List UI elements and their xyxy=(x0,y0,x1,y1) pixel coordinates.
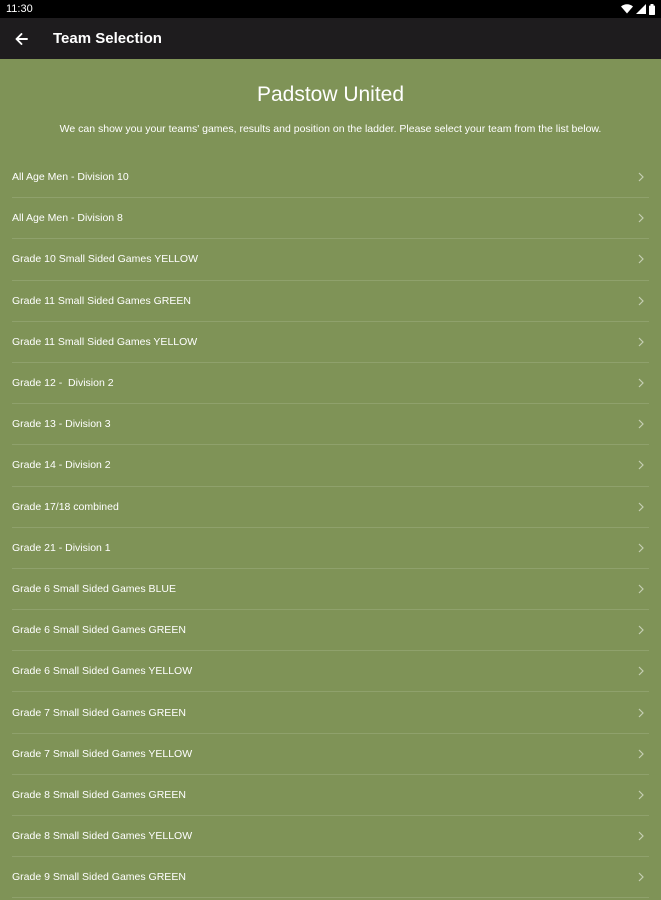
chevron-right-icon xyxy=(637,790,645,800)
chevron-right-icon xyxy=(637,625,645,635)
status-icons xyxy=(621,0,655,18)
team-label: All Age Men - Division 10 xyxy=(12,171,129,184)
chevron-right-icon xyxy=(637,708,645,718)
team-list-item[interactable] xyxy=(12,281,649,322)
team-list-item[interactable] xyxy=(12,404,649,445)
chevron-right-icon xyxy=(637,460,645,470)
wifi-icon xyxy=(621,4,633,14)
back-button[interactable] xyxy=(0,18,42,59)
team-list-item[interactable] xyxy=(12,610,649,651)
status-bar xyxy=(0,0,661,18)
chevron-right-icon xyxy=(637,213,645,223)
chevron-right-icon xyxy=(637,378,645,388)
team-label: Grade 6 Small Sided Games YELLOW xyxy=(12,665,193,678)
team-label: Grade 6 Small Sided Games GREEN xyxy=(12,624,186,637)
team-label: Grade 9 Small Sided Games GREEN xyxy=(12,871,186,884)
arrow-left-icon xyxy=(14,32,28,46)
cell-signal-icon xyxy=(636,4,646,14)
team-list-item[interactable] xyxy=(12,363,649,404)
chevron-right-icon xyxy=(637,337,645,347)
team-list-item[interactable] xyxy=(12,692,649,733)
chevron-right-icon xyxy=(637,419,645,429)
team-label: Grade 11 Small Sided Games YELLOW xyxy=(12,335,198,348)
app-bar xyxy=(0,18,661,59)
team-list-item[interactable] xyxy=(12,487,649,528)
team-label: Grade 7 Small Sided Games YELLOW xyxy=(12,747,193,760)
team-label: Grade 21 - Division 1 xyxy=(12,541,111,554)
team-list-item[interactable] xyxy=(12,157,649,198)
chevron-right-icon xyxy=(637,831,645,841)
club-name: Padstow United xyxy=(256,83,405,106)
team-selection-content[interactable] xyxy=(0,59,661,900)
team-list-item[interactable] xyxy=(12,198,649,239)
chevron-right-icon xyxy=(637,543,645,553)
team-list-item[interactable] xyxy=(12,528,649,569)
team-label: All Age Men - Division 8 xyxy=(12,212,123,225)
chevron-right-icon xyxy=(637,872,645,882)
chevron-right-icon xyxy=(637,584,645,594)
battery-icon xyxy=(649,4,655,15)
team-list-item[interactable] xyxy=(12,734,649,775)
team-label: Grade 8 Small Sided Games GREEN xyxy=(12,788,186,801)
team-label: Grade 12 - Division 2 xyxy=(12,377,114,390)
team-label: Grade 10 Small Sided Games YELLOW xyxy=(12,253,198,266)
status-time: 11:30 xyxy=(6,3,33,15)
team-label: Grade 8 Small Sided Games YELLOW xyxy=(12,830,193,843)
chevron-right-icon xyxy=(637,254,645,264)
intro-text: We can show you your teams' games, results and position on the ladder. Please select your team from the list below. xyxy=(59,123,602,135)
team-list-item[interactable] xyxy=(12,239,649,280)
team-label: Grade 13 - Division 3 xyxy=(12,418,111,431)
chevron-right-icon xyxy=(637,296,645,306)
chevron-right-icon xyxy=(637,666,645,676)
team-label: Grade 7 Small Sided Games GREEN xyxy=(12,706,186,719)
team-label: Grade 11 Small Sided Games GREEN xyxy=(12,294,191,307)
team-list-item[interactable] xyxy=(12,775,649,816)
team-label: Grade 17/18 combined xyxy=(12,500,119,513)
team-list-item[interactable] xyxy=(12,569,649,610)
team-list xyxy=(0,157,661,898)
team-list-item[interactable] xyxy=(12,322,649,363)
team-list-item[interactable] xyxy=(12,816,649,857)
chevron-right-icon xyxy=(637,172,645,182)
chevron-right-icon xyxy=(637,502,645,512)
team-label: Grade 6 Small Sided Games BLUE xyxy=(12,582,176,595)
chevron-right-icon xyxy=(637,749,645,759)
team-list-item[interactable] xyxy=(12,445,649,486)
page-title: Team Selection xyxy=(53,30,162,47)
team-list-item[interactable] xyxy=(12,651,649,692)
team-label: Grade 14 - Division 2 xyxy=(12,459,111,472)
team-list-item[interactable] xyxy=(12,857,649,898)
